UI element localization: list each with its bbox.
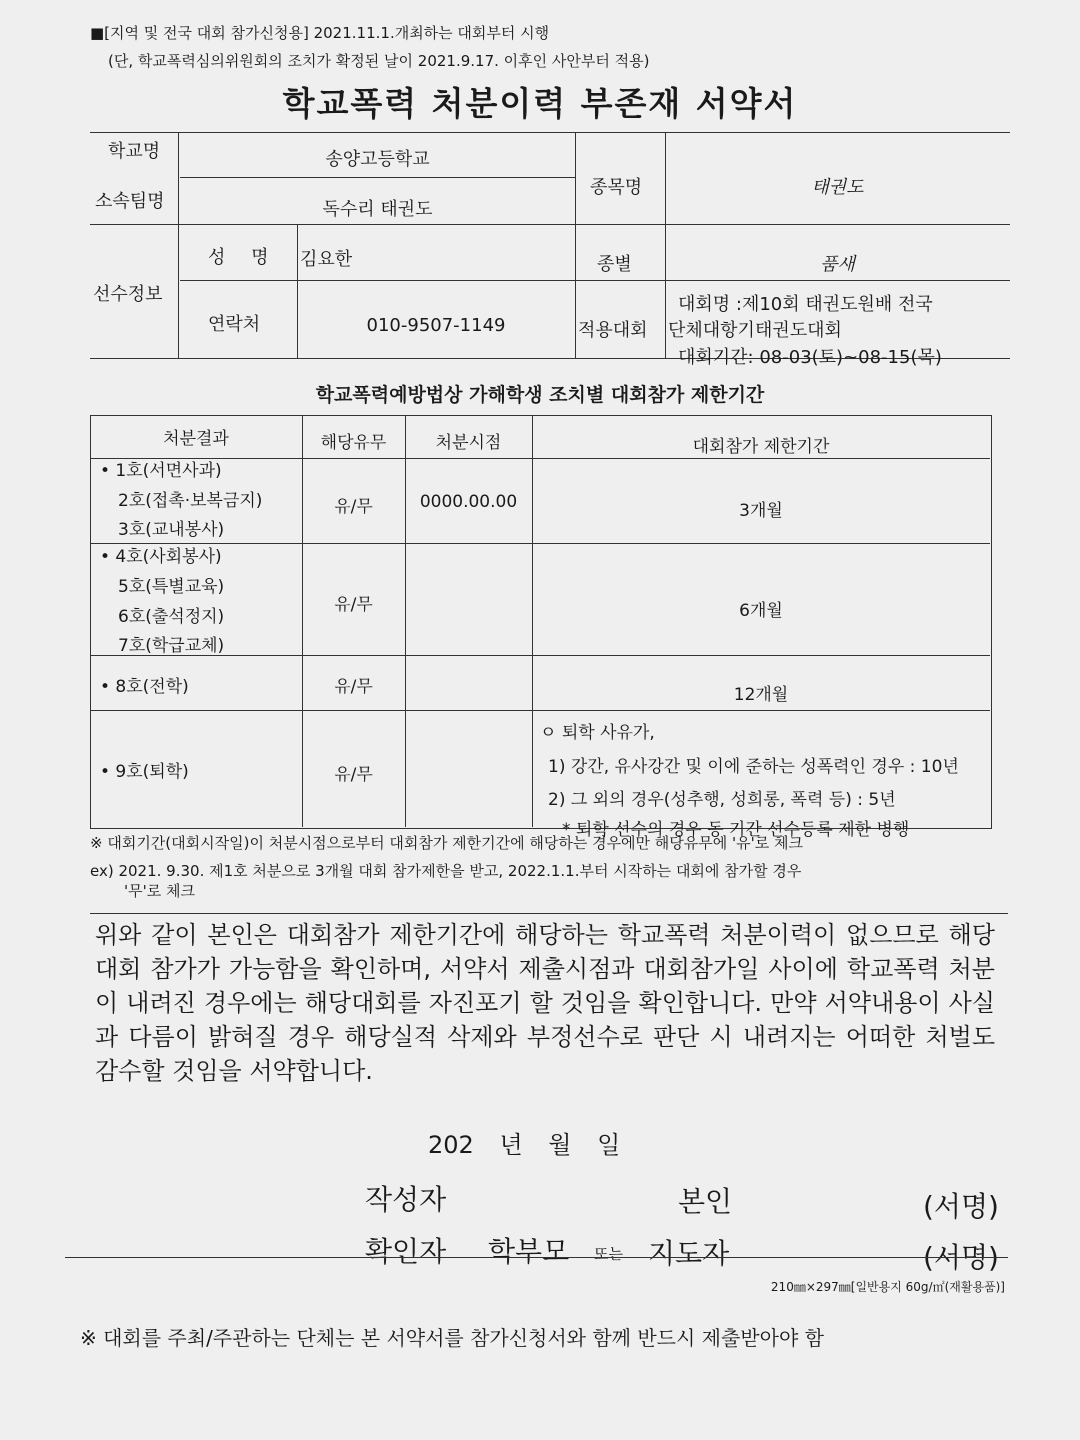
info-divider-2 <box>180 280 1010 281</box>
info-top-border <box>90 132 1010 133</box>
writer-label: 작성자 <box>365 1183 447 1216</box>
footer-note: ※ 대회를 주최/주관하는 단체는 본 서약서를 참가신청서와 함께 반드시 제출받아야 함 <box>80 1326 824 1350</box>
table-vline-2 <box>405 415 406 827</box>
document-title: 학교폭력 처분이력 부존재 서약서 <box>282 84 798 123</box>
table-row-divider-2 <box>90 655 990 656</box>
writer-signature: (서명) <box>923 1190 999 1223</box>
row1-item3: 3호(교내봉사) <box>118 520 225 540</box>
info-vline-3 <box>575 132 576 358</box>
competition-period: 대회기간: 08-03(토)~08-15(목) <box>678 347 942 368</box>
notes-divider <box>90 913 1008 914</box>
row1-item2: 2호(접촉·보복금지) <box>118 491 263 511</box>
row3-period: 12개월 <box>733 685 789 705</box>
row2-item3: 6호(출석정지) <box>118 607 225 627</box>
confirmer-parent: 학부모 <box>488 1235 570 1268</box>
table-header-period: 대회참가 제한기간 <box>692 437 830 457</box>
confirmer-signature: (서명) <box>923 1241 999 1274</box>
table-header-applicable: 해당유무 <box>320 433 387 453</box>
info-vline-1 <box>178 132 179 358</box>
table-row-divider-3 <box>90 710 990 711</box>
confirmer-label: 확인자 <box>365 1235 447 1268</box>
table-row-divider-1 <box>90 543 990 544</box>
info-vline-4 <box>665 132 666 358</box>
row1-date: 0000.00.00 <box>419 492 518 512</box>
table-header-date: 처분시점 <box>435 433 502 453</box>
competition-label: 적용대회 <box>578 320 648 341</box>
athlete-info-label: 선수정보 <box>93 284 163 305</box>
category-label: 종별 <box>597 254 632 275</box>
row2-applicable: 유/무 <box>334 595 373 615</box>
row4-period-line3: 2) 그 외의 경우(성추행, 성희롱, 폭력 등) : 5년 <box>548 790 896 810</box>
header-note-line1: ■[지역 및 전국 대회 참가신청용] 2021.11.1.개최하는 대회부터 시행 <box>90 24 550 42</box>
row1-applicable: 유/무 <box>334 497 373 517</box>
info-school-team-divider <box>180 177 575 178</box>
contact-label: 연락처 <box>208 314 261 335</box>
restriction-note: ※ 대회기간(대회시작일)이 처분시점으로부터 대회참가 제한기간에 해당하는 경우에만 해당유무에 '유'로 체크 <box>90 834 803 852</box>
sport-label: 종목명 <box>590 177 643 198</box>
row2-period: 6개월 <box>739 601 783 621</box>
competition-name-line2: 단체대항기태권도대회 <box>668 320 842 341</box>
row2-item4: 7호(학급교체) <box>118 636 225 656</box>
restriction-example: ex) 2021. 9.30. 제1호 처분으로 3개월 대회 참가제한을 받고, 2022.1.1.부터 시작하는 대회에 참가할 경우 <box>90 862 802 880</box>
row4-applicable: 유/무 <box>334 765 373 785</box>
table-header-result: 처분결과 <box>163 429 229 449</box>
info-divider-1 <box>90 224 1010 225</box>
name-label: 성 명 <box>208 247 279 268</box>
confirmer-or: 또는 <box>594 1245 623 1263</box>
pledge-date: 202 년 월 일 <box>428 1131 621 1159</box>
confirmer-coach: 지도자 <box>648 1237 730 1270</box>
name-value: 김요한 <box>300 249 353 270</box>
row2-item1: • 4호(사회봉사) <box>100 547 222 567</box>
team-label: 소속팀명 <box>95 191 165 212</box>
school-value: 송양고등학교 <box>325 149 430 170</box>
school-label: 학교명 <box>108 141 161 162</box>
row2-item2: 5호(특별교육) <box>118 577 225 597</box>
info-vline-2 <box>297 224 298 358</box>
team-value: 독수리 태권도 <box>322 199 433 220</box>
row1-item1: • 1호(서면사과) <box>100 461 222 481</box>
row4-period-line1: ㅇ 퇴학 사유가, <box>540 723 655 743</box>
row4-item1: • 9호(퇴학) <box>100 762 189 782</box>
table-vline-3 <box>532 415 533 827</box>
row3-applicable: 유/무 <box>334 677 373 697</box>
signature-baseline <box>65 1257 1008 1258</box>
restriction-section-title: 학교폭력예방법상 가해학생 조치별 대회참가 제한기간 <box>315 384 765 406</box>
contact-value: 010-9507-1149 <box>366 315 506 336</box>
sport-value: 태권도 <box>811 177 864 198</box>
writer-value: 본인 <box>678 1185 733 1218</box>
row1-period: 3개월 <box>739 501 783 521</box>
competition-name-line1: 대회명 :제10회 태권도원배 전국 <box>678 294 933 315</box>
row4-period-line2: 1) 강간, 유사강간 및 이에 준하는 성폭력인 경우 : 10년 <box>548 757 959 777</box>
header-note-line2: (단, 학교폭력심의위원회의 조치가 확정된 날이 2021.9.17. 이후인 사안부터 적용) <box>108 52 650 70</box>
row3-item1: • 8호(전학) <box>100 677 189 697</box>
restriction-example-cont: '무'로 체크 <box>124 882 195 900</box>
paper-spec: 210㎜×297㎜[일반용지 60g/㎡(재활용품)] <box>770 1280 1005 1294</box>
category-value: 품새 <box>820 254 855 275</box>
table-header-divider <box>90 458 990 459</box>
row4-period-line4: * 퇴학 선수의 경우 동 기간 선수등록 제한 병행 <box>562 820 910 840</box>
pledge-text: 위와 같이 본인은 대회참가 제한기간에 해당하는 학교폭력 처분이력이 없으므로 해당 대회 참가가 가능함을 확인하며, 서약서 제출시점과 대회참가일 사이에 학교폭력 처분이 내려진 경우에는 해당대회를 자진포기 할 것임을 확인합니다. 만약 서약내용이 사실과 다름이 밝혀질 경우 해당실적 삭제와 부정선수로 판단 시 내려지는 어떠한 처벌도 감수할 것임을 서약합니다. <box>95 921 995 1085</box>
